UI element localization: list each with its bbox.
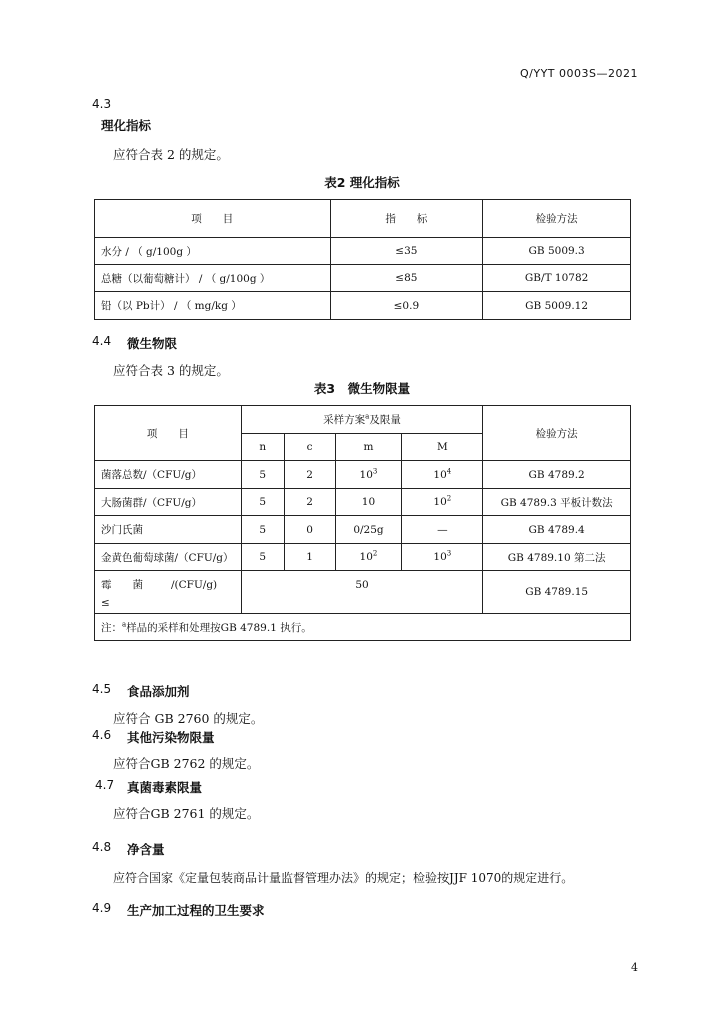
table3-cell-m xyxy=(335,489,402,516)
value: 10 xyxy=(361,496,376,508)
exponent: 2 xyxy=(446,494,452,503)
table3-header-row xyxy=(95,406,631,434)
table3-cell-method: GB 4789.15 xyxy=(483,571,631,614)
table3-cell-item: 大肠菌群/（CFU/g） xyxy=(95,489,242,516)
table3-cell-n: 5 xyxy=(241,544,284,571)
table2-header-index: 指 标 xyxy=(330,200,483,238)
table2-cell: GB/T 10782 xyxy=(483,265,631,292)
table2-cell: ≤0.9 xyxy=(330,292,483,320)
table-row xyxy=(95,238,631,265)
table3-cell-c: 0 xyxy=(284,516,335,544)
section-4-7-title: 真菌毒素限量 xyxy=(127,780,203,795)
note-prefix: 注： xyxy=(101,621,122,634)
exponent: 4 xyxy=(446,467,452,475)
table3-cell-c: 1 xyxy=(284,544,335,571)
table3-header-plan-text: 采样方案 xyxy=(323,414,366,426)
value: 10 xyxy=(359,551,373,563)
table3-note xyxy=(95,614,631,641)
table3-header-n: n xyxy=(241,434,284,461)
footnote-marker: a xyxy=(122,620,127,628)
table3-caption: 表3 微生物限量 xyxy=(313,381,411,396)
table3-cell-item: 金黄色葡萄球菌/（CFU/g） xyxy=(95,544,242,571)
table3-cell-m xyxy=(335,461,402,489)
section-4-3-title: 理化指标 xyxy=(101,118,152,133)
exponent: 3 xyxy=(446,549,452,558)
exponent: 2 xyxy=(372,549,378,558)
table3-cell-c: 2 xyxy=(284,461,335,489)
table2-cell: 总糖（以葡萄糖计） / （ g/100g ） xyxy=(95,265,331,292)
table3-cell-method: GB 4789.4 xyxy=(483,516,631,544)
footnote-marker: a xyxy=(365,412,370,421)
table3-header-M: M xyxy=(402,434,483,461)
table2-cell: ≤85 xyxy=(330,265,483,292)
section-4-5-text: 应符合 GB 2760 的规定。 xyxy=(113,711,264,726)
table3-cell-item: 沙门氏菌 xyxy=(95,516,242,544)
table2-cell: 铅（以 Pb计） / （ mg/kg ） xyxy=(95,292,331,320)
mold-label: 霉 菌 xyxy=(101,579,143,591)
section-4-5-number: 4.5 xyxy=(92,682,112,696)
section-4-7-number: 4.7 xyxy=(95,778,115,792)
exponent: 3 xyxy=(372,467,378,475)
value: 0/25g xyxy=(353,523,384,536)
value: — xyxy=(437,523,448,536)
section-4-4-number: 4.4 xyxy=(92,334,112,348)
table3-cell-method: GB 4789.2 xyxy=(483,461,631,489)
section-4-8-number: 4.8 xyxy=(92,840,112,854)
table-row xyxy=(95,292,631,320)
table3-cell-n: 5 xyxy=(241,516,284,544)
section-4-6-title: 其他污染物限量 xyxy=(127,730,215,745)
table3-cell-M xyxy=(402,516,483,544)
page-number: 4 xyxy=(631,961,638,974)
table2-cell: 水分 / （ g/100g ） xyxy=(95,238,331,265)
table-row xyxy=(95,544,631,571)
table2-header-method: 检验方法 xyxy=(483,200,631,238)
mold-le-sign: ≤ xyxy=(101,597,110,609)
table2-cell: GB 5009.12 xyxy=(483,292,631,320)
section-4-9-title: 生产加工过程的卫生要求 xyxy=(127,903,265,918)
table2 xyxy=(94,199,631,320)
section-4-6-number: 4.6 xyxy=(92,728,112,742)
table3 xyxy=(94,405,631,641)
section-4-5-title: 食品添加剂 xyxy=(127,684,190,699)
table-row xyxy=(95,516,631,544)
table3-header-method: 检验方法 xyxy=(483,406,631,461)
table2-cell: ≤35 xyxy=(330,238,483,265)
table3-header-plan xyxy=(241,406,482,434)
table3-cell-method: GB 4789.3 平板计数法 xyxy=(483,489,631,516)
table2-header-item: 项 目 xyxy=(95,200,331,238)
table3-cell-m xyxy=(335,544,402,571)
table3-cell-item: 菌落总数/（CFU/g） xyxy=(95,461,242,489)
value: 10 xyxy=(433,551,447,563)
value: 10 xyxy=(433,496,447,508)
section-4-9-number: 4.9 xyxy=(92,901,112,915)
table-row xyxy=(95,489,631,516)
section-4-4-text: 应符合表 3 的规定。 xyxy=(113,363,229,378)
table-row-mold xyxy=(95,571,631,614)
section-4-6-text: 应符合GB 2762 的规定。 xyxy=(113,756,260,771)
mold-unit: /(CFU/g) xyxy=(171,579,218,591)
value: 10 xyxy=(359,468,373,481)
table2-cell: GB 5009.3 xyxy=(483,238,631,265)
table3-cell-mold-limit: 50 xyxy=(241,571,482,614)
table3-cell-n: 5 xyxy=(241,489,284,516)
table3-cell-item xyxy=(95,571,242,614)
document-code: Q/YYT 0003S—2021 xyxy=(520,67,638,80)
section-4-4-title: 微生物限 xyxy=(127,336,178,351)
table3-header-m: m xyxy=(335,434,402,461)
note-text: 样品的采样和处理按GB 4789.1 执行。 xyxy=(126,621,312,634)
table3-cell-m xyxy=(335,516,402,544)
table3-header-c: c xyxy=(284,434,335,461)
table3-cell-method: GB 4789.10 第二法 xyxy=(483,544,631,571)
section-4-8-text: 应符合国家《定量包装商品计量监督管理办法》的规定；检验按JJF 1070的规定进行。 xyxy=(113,871,574,885)
section-4-3-number: 4.3 xyxy=(92,97,112,111)
table2-caption: 表2 理化指标 xyxy=(324,175,400,190)
section-4-8-title: 净含量 xyxy=(127,842,165,857)
section-4-3-text: 应符合表 2 的规定。 xyxy=(113,147,229,162)
table3-cell-M xyxy=(402,544,483,571)
table-row xyxy=(95,461,631,489)
table3-note-row xyxy=(95,614,631,641)
table3-header-plan-tail: 及限量 xyxy=(369,414,401,426)
table3-cell-M xyxy=(402,489,483,516)
table-row xyxy=(95,265,631,292)
value: 10 xyxy=(433,468,447,481)
table3-cell-M xyxy=(402,461,483,489)
table2-header-row xyxy=(95,200,631,238)
table3-header-item: 项 目 xyxy=(95,406,242,461)
table3-cell-n: 5 xyxy=(241,461,284,489)
table3-cell-c: 2 xyxy=(284,489,335,516)
section-4-7-text: 应符合GB 2761 的规定。 xyxy=(113,806,260,821)
